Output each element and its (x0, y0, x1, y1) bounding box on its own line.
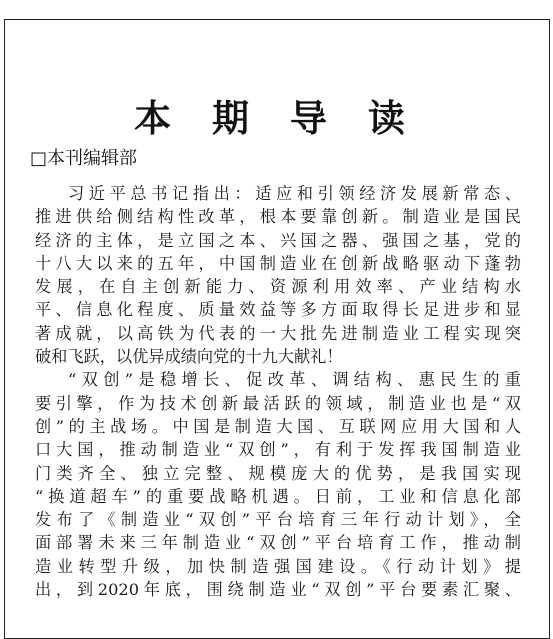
text-line: 门类齐全、独立完整、规模庞大的优势，是我国实现 (35, 463, 521, 483)
article-body (35, 182, 521, 601)
page-title: 本 期 导 读 (134, 95, 419, 140)
text-line: “双创”是稳增长、促改革、调结构、惠民生的重 (68, 370, 521, 390)
paragraph (35, 368, 521, 601)
text-line: 面部署未来三年制造业“双创”平台培育工作，推动制 (35, 533, 521, 553)
paragraph (35, 182, 521, 368)
text-line: 著成就，以高铁为代表的一大批先进制造业工程实现突 (35, 323, 521, 343)
text-line: 出，到2020年底，围绕制造业“双创”平台要素汇聚、 (35, 580, 521, 600)
byline: □本刊编辑部 (30, 148, 138, 169)
text-line: 破和飞跃，以优异成绩向党的十九大献礼！ (35, 347, 343, 367)
text-line: 发展，在自主创新能力、资源利用效率、产业结构水 (35, 277, 521, 297)
text-line: 平、信息化程度、质量效益等多方面取得长足进步和显 (35, 300, 521, 320)
text-line: 口大国，推动制造业“双创”，有利于发挥我国制造业 (35, 440, 521, 460)
text-line: 创”的主战场。中国是制造大国、互联网应用大国和人 (35, 416, 521, 436)
text-line: 经济的主体，是立国之本、兴国之器、强国之基，党的 (35, 230, 521, 250)
text-line: “换道超车”的重要战略机遇。日前，工业和信息化部 (35, 486, 521, 506)
text-line: 发布了《制造业“双创”平台培育三年行动计划》，全 (35, 510, 521, 530)
text-line: 推进供给侧结构性改革，根本要靠创新。制造业是国民 (35, 207, 521, 227)
text-line: 十八大以来的五年，中国制造业在创新战略驱动下蓬勃 (35, 253, 521, 273)
text-line: 造业转型升级，加快制造强国建设。《行动计划》提 (35, 556, 521, 576)
text-line: 要引擎，作为技术创新最活跃的领域，制造业也是“双 (35, 393, 521, 413)
text-line: 习近平总书记指出：适应和引领经济发展新常态、 (68, 184, 521, 203)
